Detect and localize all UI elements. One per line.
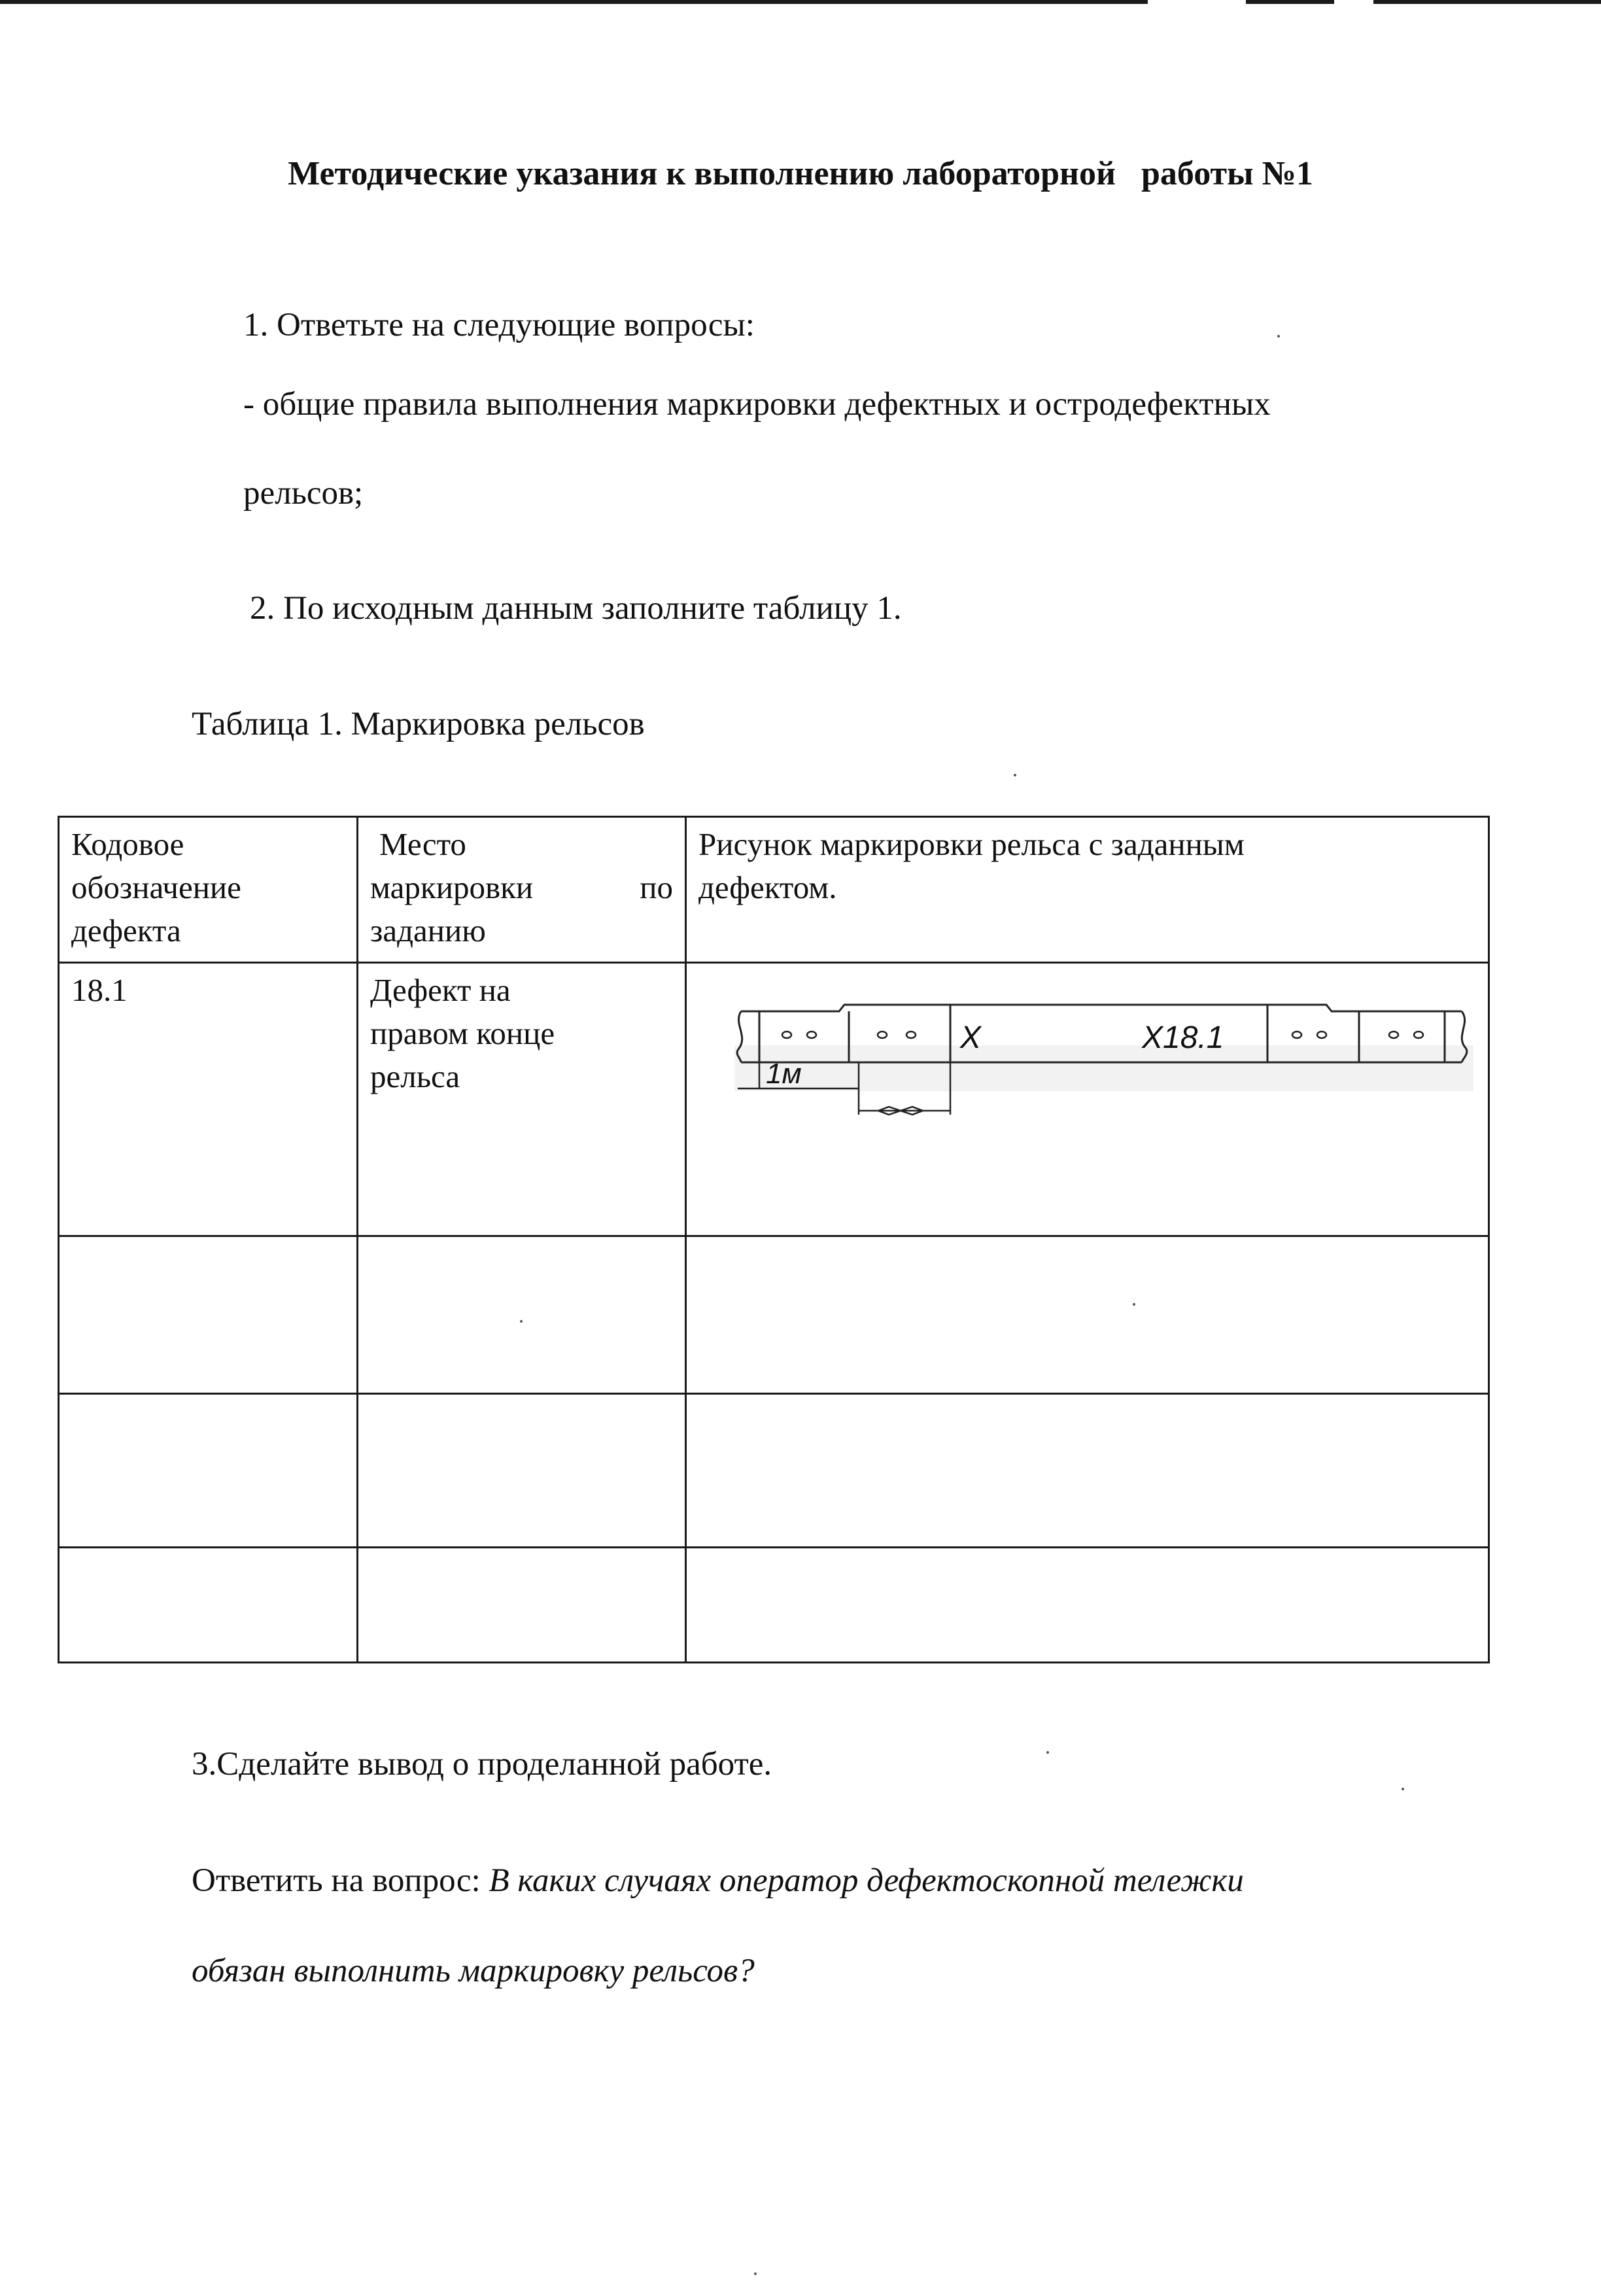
question-italic: В каких случаях оператор дефектоскопной тележки: [489, 1862, 1244, 1899]
header-code-line: дефекта: [71, 913, 181, 948]
scan-edge-gap: [1148, 0, 1246, 4]
empty-cell: [686, 1236, 1489, 1393]
place-line: Дефект на: [370, 972, 511, 1009]
rail-marking-drawing: [734, 985, 1480, 1122]
header-code-line: обозначение: [71, 869, 241, 905]
question-lead: Ответить на вопрос:: [192, 1862, 489, 1899]
cell-drawing: [686, 963, 1489, 1236]
empty-cell: [686, 1547, 1489, 1662]
table-row: [59, 1394, 1489, 1547]
place-line: рельса: [370, 1058, 460, 1095]
empty-cell: [59, 1394, 358, 1547]
scan-noise: [734, 1045, 1473, 1091]
bolt-holes: [782, 1032, 1423, 1038]
defect-code: 18.1: [71, 972, 128, 1009]
scan-speck: [1277, 335, 1280, 338]
scan-speck: [754, 2272, 757, 2275]
table-row: [59, 1236, 1489, 1393]
question-italic-cont: обязан выполнить маркировку рельсов?: [192, 1953, 755, 1989]
scan-speck: [520, 1320, 523, 1323]
page-title: Методические указания к выполнению лабораторной работы №1: [288, 155, 1313, 192]
header-code-line: Кодовое: [71, 826, 184, 862]
header-drawing-line: Рисунок маркировки рельса с заданным: [698, 826, 1245, 862]
task-3: 3.Сделайте вывод о проделанной работе.: [192, 1746, 772, 1783]
header-code: [59, 817, 358, 963]
marking-table: [58, 816, 1490, 1663]
table-caption: Таблица 1. Маркировка рельсов: [192, 706, 645, 742]
header-place-word: маркировки: [370, 869, 534, 905]
mark-defect-code: X18.1: [1142, 1020, 1224, 1056]
question-2: 2. По исходным данным заполните таблицу 1.: [250, 590, 902, 627]
empty-cell: [686, 1394, 1489, 1547]
header-place-line: Место: [379, 826, 466, 862]
question-line: [192, 1861, 1244, 1900]
question-1-item-cont: рельсов;: [243, 475, 364, 512]
scan-speck: [1402, 1788, 1404, 1790]
header-place-word: по: [640, 869, 673, 905]
empty-cell: [358, 1394, 686, 1547]
scan-speck: [1133, 1303, 1135, 1306]
header-drawing-line: дефектом.: [698, 869, 837, 905]
question-1: 1. Ответьте на следующие вопросы:: [243, 307, 755, 343]
table-row: [59, 1547, 1489, 1662]
cell-code: [59, 963, 358, 1236]
scan-speck: [1046, 1751, 1049, 1754]
question-1-item: - общие правила выполнения маркировки дефектных и остродефектных: [243, 386, 1271, 423]
place-line: правом конце: [370, 1015, 555, 1052]
scan-speck: [1014, 774, 1016, 776]
scan-edge-gap: [1334, 0, 1373, 4]
header-drawing: [686, 817, 1489, 963]
header-place-line: заданию: [370, 913, 486, 948]
dimension-label: 1м: [766, 1058, 802, 1090]
cell-place: [358, 963, 686, 1236]
empty-cell: [358, 1236, 686, 1393]
empty-cell: [59, 1236, 358, 1393]
table-header-row: [59, 817, 1489, 963]
empty-cell: [59, 1547, 358, 1662]
header-place-line: [370, 866, 673, 909]
mark-x: X: [960, 1020, 982, 1056]
table-row: [59, 963, 1489, 1236]
header-place: [358, 817, 686, 963]
empty-cell: [358, 1547, 686, 1662]
